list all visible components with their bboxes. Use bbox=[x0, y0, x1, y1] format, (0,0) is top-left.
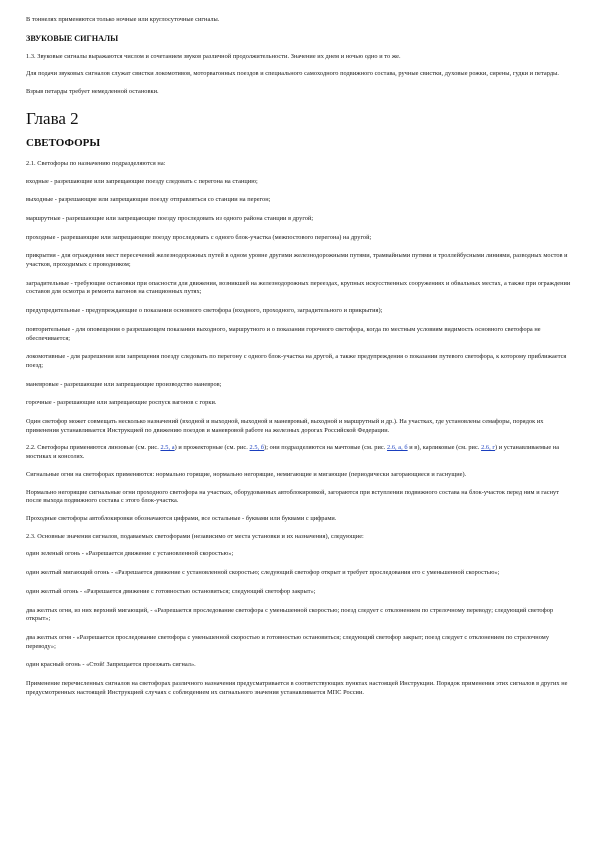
figure-link-2-6-a-b[interactable]: 2.6, а, б bbox=[387, 444, 408, 452]
figure-link-2-5-b[interactable]: 2.5, б bbox=[249, 444, 265, 452]
paragraph: Взрыв петарды требует немедленной остановки. bbox=[26, 88, 159, 96]
list-item: маневровые - разрешающие или запрещающие производство маневров; bbox=[26, 380, 222, 388]
list-item: предупредительные - предупреждающие о показании основного светофора (входного, проходного, заградительного и прикрытия); bbox=[26, 307, 383, 315]
list-item: выходные - разрешающие или запрещающие поезду отправляться со станции на перегон; bbox=[26, 196, 271, 204]
paragraph: 2.3. Основные значения сигналов, подаваемых светофорами (независимо от места установки и их назначения), следующие: bbox=[26, 532, 364, 540]
document-page bbox=[26, 16, 571, 706]
list-item: локомотивные - для разрешения или запрещения поезду следовать по перегону с одного блок-участка на другой, а также предупреждения о показании путевого светофора, к которому приближается поезд; bbox=[26, 353, 567, 369]
paragraph: Проходные светофоры автоблокировки обозначаются цифрами, все остальные - буквами или буквами с цифрами. bbox=[26, 514, 337, 522]
list-item: горочные - разрешающие или запрещающие роспуск вагонов с горки. bbox=[26, 399, 217, 407]
paragraph: Один светофор может совмещать несколько назначений (входной и выходной, выходной и маневровый, выходной и маршрутный и др.). На участках, где установлены семафоры, порядок их применения устанавливается Инструкцией по движению поездов и маневровой работе на железных дорогах Российской Федерации. bbox=[26, 418, 544, 434]
list-item: входные - разрешающие или запрещающие поезду следовать с перегона на станцию; bbox=[26, 177, 258, 185]
signal-item: один красный огонь - «Стой! Запрещается проезжать сигнал». bbox=[26, 661, 196, 669]
signal-item: два желтых огня, из них верхний мигающий, - «Разрешается проследование светофора с уменьшенной скоростью; поезд следует с отклонением по стрелочному переводу; следующий светофор открыт»; bbox=[26, 606, 554, 623]
section-heading-sound: ЗВУКОВЫЕ СИГНАЛЫ bbox=[26, 33, 119, 43]
figure-link-2-6-g[interactable]: 2.6, г bbox=[481, 444, 495, 452]
figure-link-2-5-a[interactable]: 2.5, а bbox=[160, 444, 175, 452]
paragraph: Сигнальные огни на светофорах применяются: нормально горящие, нормально негорящие, немигающие и мигающие (периодически загорающиеся и гаснущие). bbox=[26, 470, 467, 478]
list-item: заградительные - требующие остановки при опасности для движения, возникшей на железнодорожных переездах, крупных искусственных сооружениях и обвальных местах, а также при ограждении составов для осмотра и ремонта вагонов на станционных путях; bbox=[26, 279, 571, 296]
paragraph: Применение перечисленных сигналов на светофорах различного назначения предусматривается в соответствующих пунктах настоящей Инструкции. Порядок применения этих сигналов в других не предусмотренных настоящей Инструкцией случаях с соблюдением их сигнального значения устанавливается МПС России. bbox=[26, 680, 568, 696]
paragraph-with-links: 2.2. Светофоры применяются линзовые (см. рис. 2.5, а) и прожекторные (см. рис. 2.5, б); они подразделяются на мачтовые (см. рис. 2.6, а, б и в), карликовые (см. рис. 2.6, г) и устанавливаемые на мостиках и консолях. bbox=[26, 444, 560, 461]
section-heading-lights: СВЕТОФОРЫ bbox=[26, 136, 101, 149]
paragraph: 2.1. Светофоры по назначению подразделяются на: bbox=[26, 159, 166, 167]
signal-item: один зеленый огонь - «Разрешается движение с установленной скоростью»; bbox=[26, 550, 234, 558]
signal-item: один желтый огонь - «Разрешается движение с готовностью остановиться; следующий светофор закрыт»; bbox=[26, 587, 316, 595]
paragraph: Нормально негорящие сигнальные огни проходного светофора на участках, оборудованных автоблокировкой, загораются при вступлении подвижного состава на блок-участок перед ним и гаснут после выхода подвижного состава с этого блок-участка. bbox=[26, 488, 559, 505]
signal-item: два желтых огня - «Разрешается проследование светофора с уменьшенной скоростью и готовностью остановиться; следующий светофор закрыт; поезд следует с отклонением по стрелочному переводу»; bbox=[26, 633, 550, 650]
list-item: прикрытия - для ограждения мест пересечений железнодорожных путей в одном уровне другими железнодорожными путями, трамвайными путями и троллейбусными линиями, разводных мостов и участков, проходимых с проводником; bbox=[26, 252, 568, 269]
list-item: маршрутные - разрешающие или запрещающие поезду проследовать из одного района станции в другой; bbox=[26, 214, 314, 222]
signal-item: один желтый мигающий огонь - «Разрешается движение с установленной скоростью; следующий светофор открыт и требует проследования его с уменьшенной скоростью»; bbox=[26, 569, 500, 577]
list-item: повторительные - для оповещения о разрешающем показании выходного, маршрутного и о показании горочного светофора, когда по местным условиям видимость основного светофора не обеспечивается; bbox=[26, 325, 541, 342]
paragraph: Для подачи звуковых сигналов служат свистки локомотивов, моторвагонных поездов и специального самоходного подвижного состава, ручные свистки, духовые рожки, сирены, гудки и петарды. bbox=[26, 70, 559, 78]
paragraph: В тоннелях применяются только ночные или круглосуточные сигналы. bbox=[26, 16, 220, 23]
paragraph: 1.3. Звуковые сигналы выражаются числом и сочетанием звуков различной продолжительности. Значение их днем и ночью одно и то же. bbox=[26, 52, 401, 60]
chapter-title: Глава 2 bbox=[26, 108, 79, 128]
list-item: проходные - разрешающие или запрещающие поезду проследовать с одного блок-участка (межпостового перегона) на другой; bbox=[26, 233, 372, 241]
